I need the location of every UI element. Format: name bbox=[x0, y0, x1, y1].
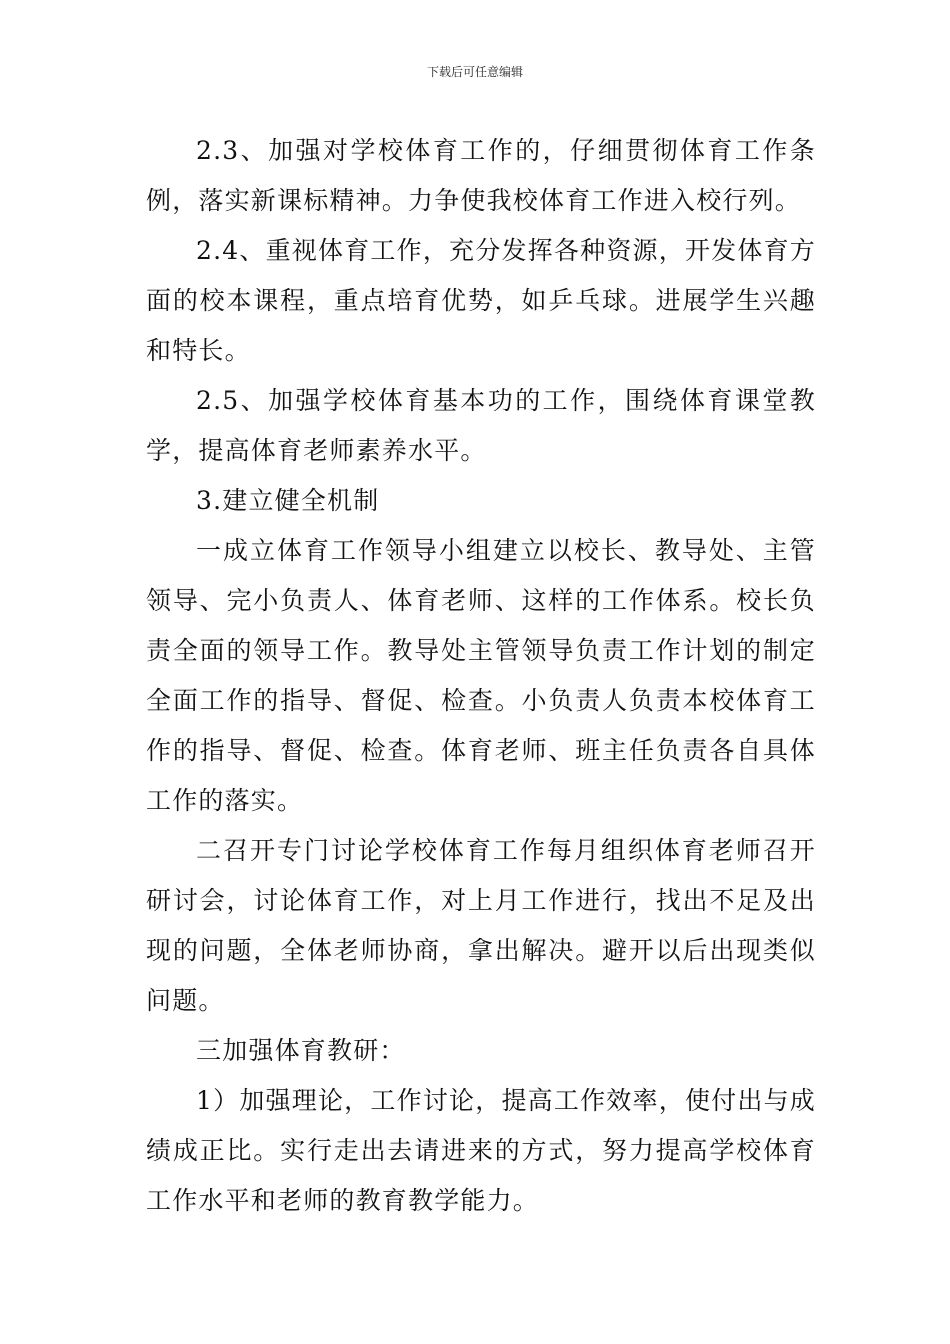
paragraph-2-5: 2.5、加强学校体育基本功的工作，围绕体育课堂教学，提高体育老师素养水平。 bbox=[146, 386, 816, 465]
paragraph-seminar: 二召开专门讨论学校体育工作每月组织体育老师召开研讨会，讨论体育工作，对上月工作进行，找出不足及出现的问题，全体老师协商，拿出解决。避开以后出现类似问题。 bbox=[146, 836, 816, 1015]
paragraph-leadership-group: 一成立体育工作领导小组建立以校长、教导处、主管领导、完小负责人、体育老师、这样的工作体系。校长负责全面的领导工作。教导处主管领导负责工作计划的制定全面工作的指导、督促、检查。小负责人负责本校体育工作的指导、督促、检查。体育老师、班主任负责各自具体工作的落实。 bbox=[146, 536, 816, 815]
section-heading-3: 3.建立健全机制 bbox=[196, 486, 380, 515]
paragraph-theory: 1）加强理论，工作讨论，提高工作效率，使付出与成绩成正比。实行走出去请进来的方式，努力提高学校体育工作水平和老师的教育教学能力。 bbox=[146, 1086, 816, 1215]
page-header: 下载后可任意编辑 bbox=[426, 65, 523, 79]
paragraph-2-4: 2.4、重视体育工作，充分发挥各种资源，开发体育方面的校本课程，重点培育优势，如乒乓球。进展学生兴趣和特长。 bbox=[146, 236, 816, 365]
paragraph-teaching-research-heading: 三加强体育教研： bbox=[196, 1036, 406, 1065]
document-body bbox=[146, 126, 816, 1226]
paragraph-2-3: 2.3、加强对学校体育工作的，仔细贯彻体育工作条例，落实新课标精神。力争使我校体育工作进入校行列。 bbox=[146, 136, 816, 215]
